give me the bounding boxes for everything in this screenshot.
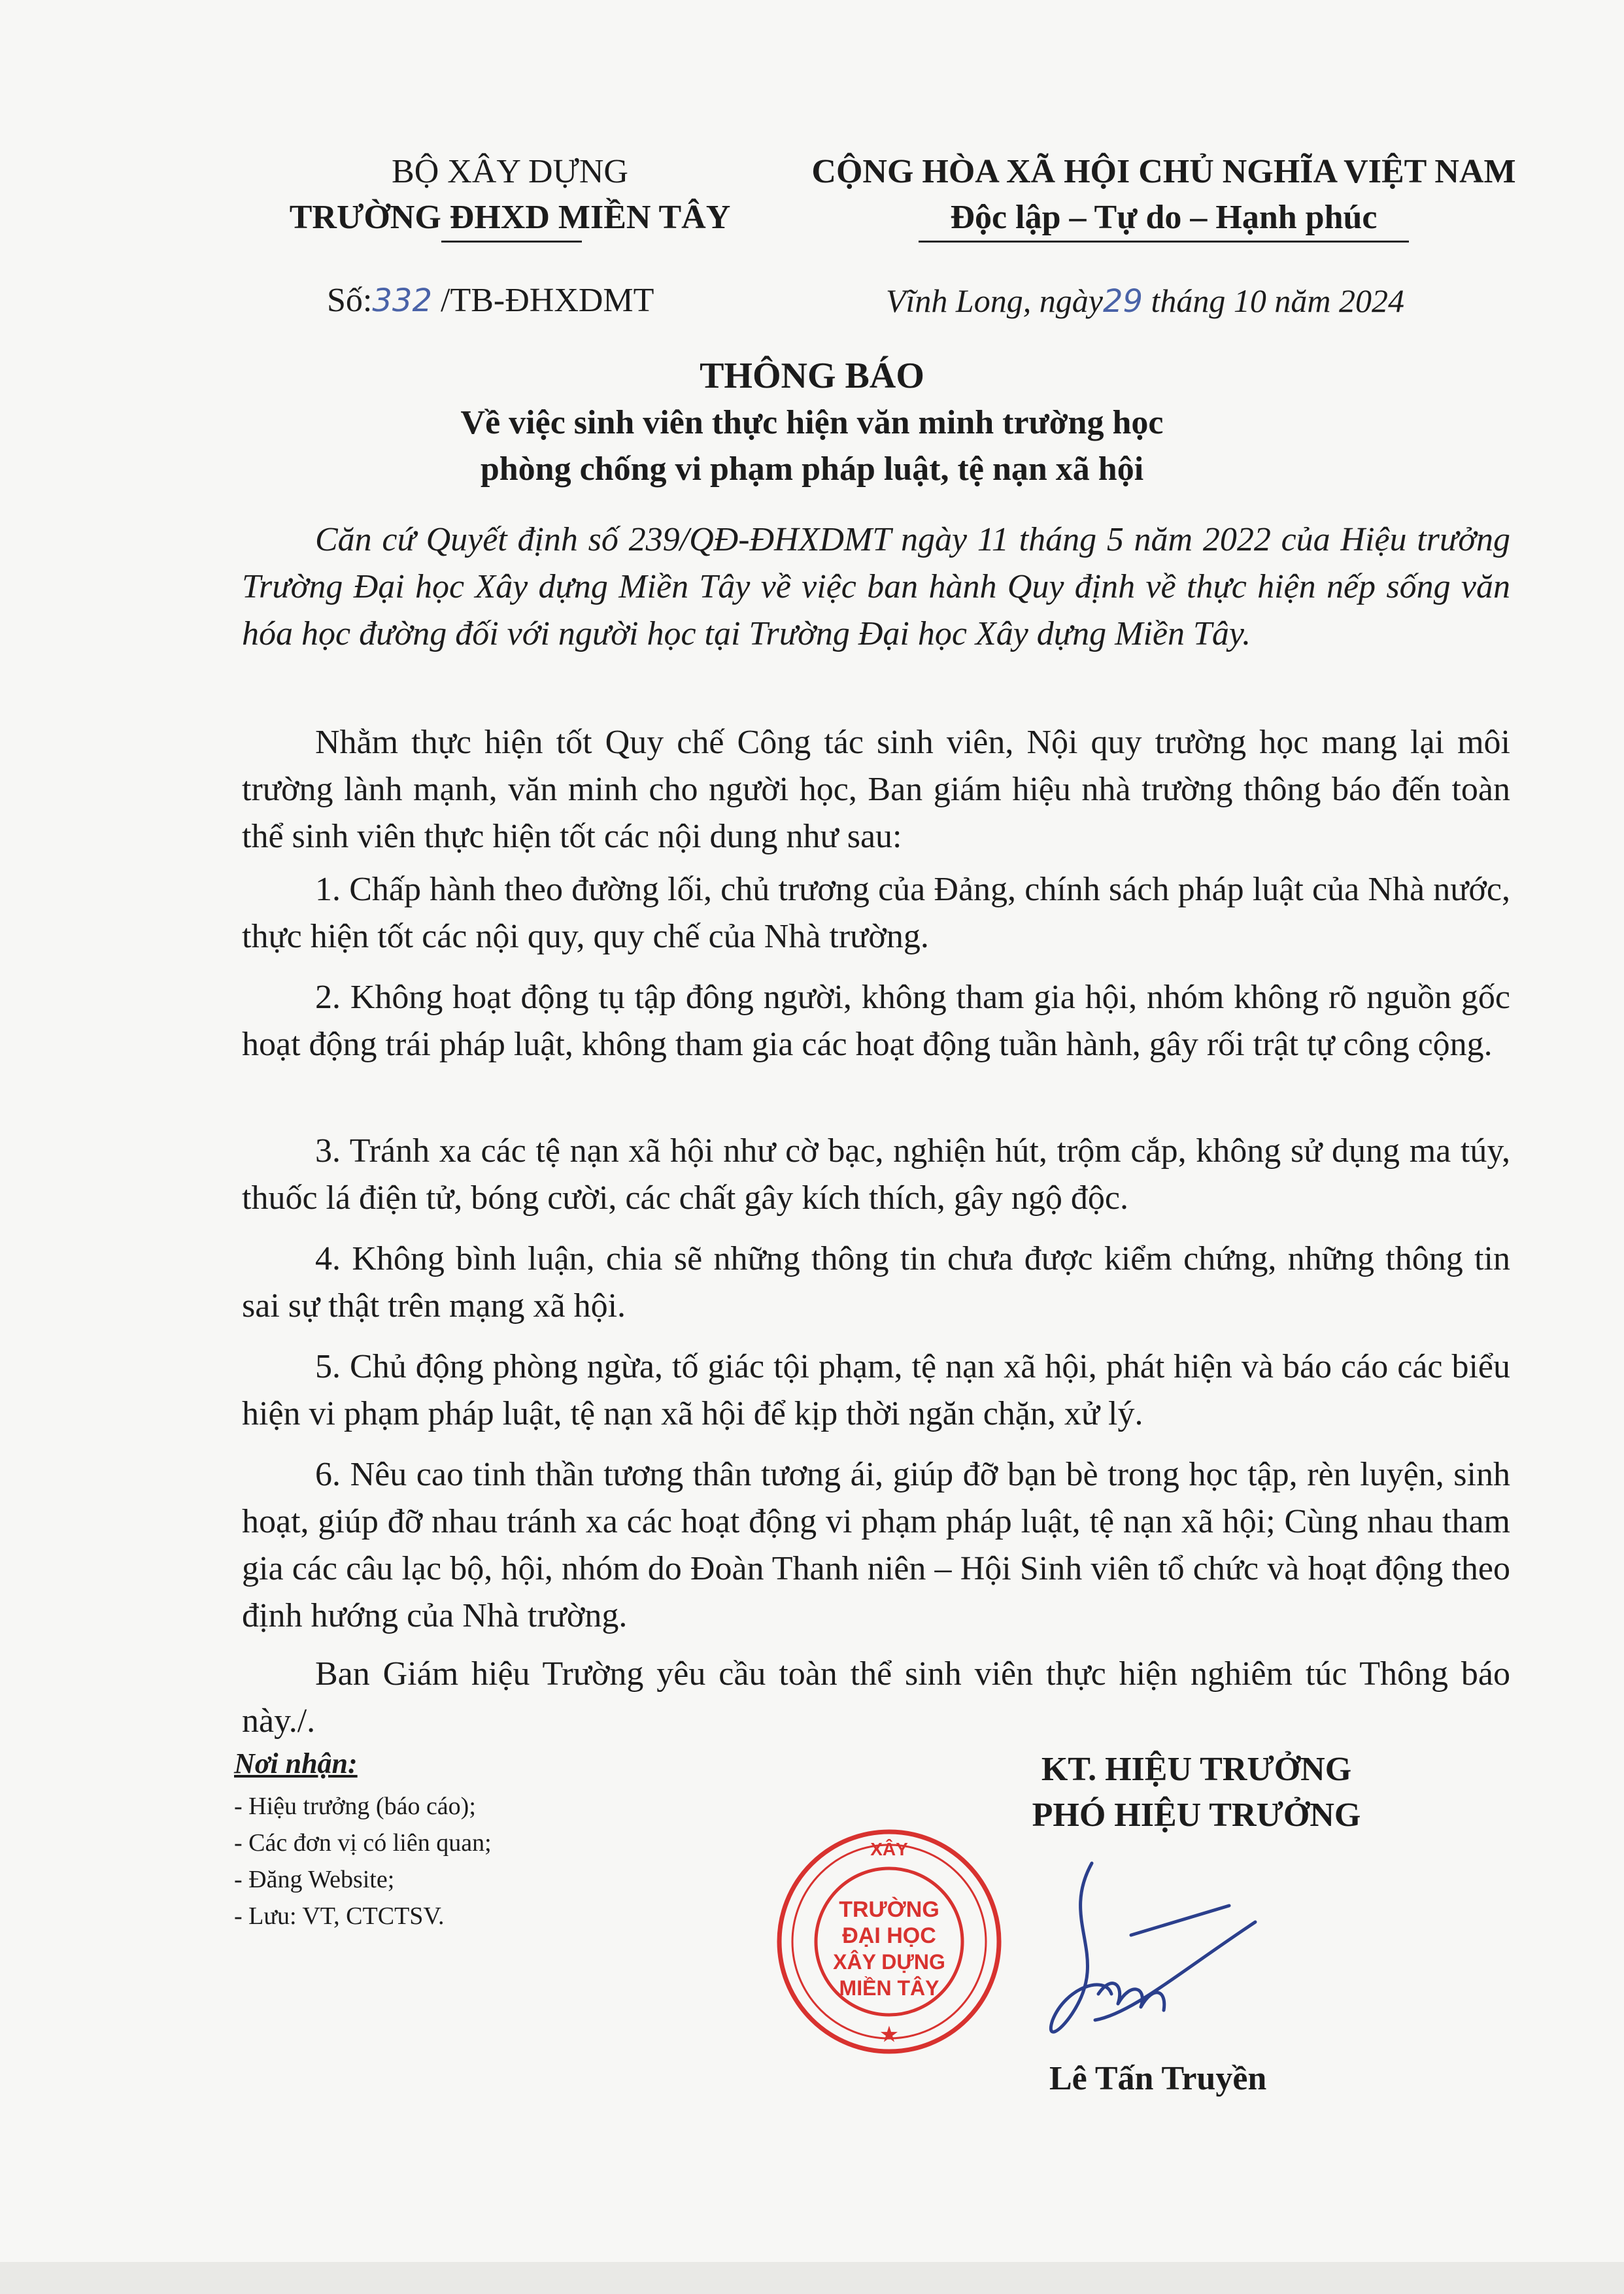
signature-authority: KT. HIỆU TRƯỞNG	[1041, 1751, 1352, 1788]
signer-name: Lê Tấn Truyền	[1049, 2060, 1267, 2097]
stamp-text-top: XÂY	[870, 1839, 908, 1859]
scan-border	[0, 2262, 1624, 2294]
document-title: THÔNG BÁO	[700, 356, 924, 396]
signature-position: PHÓ HIỆU TRƯỞNG	[1032, 1796, 1361, 1834]
number-suffix: /TB-ĐHXDMT	[441, 282, 654, 319]
recipient-item: - Các đơn vị có liên quan;	[234, 1829, 492, 1857]
school-name: TRƯỜNG ĐHXD MIỀN TÂY	[289, 199, 731, 236]
country-name: CỘNG HÒA XÃ HỘI CHỦ NGHĨA VIỆT NAM	[811, 153, 1516, 190]
list-item: 4. Không bình luận, chia sẽ những thông tin chưa được kiểm chứng, những thông tin sai sự thật trên mạng xã hội.	[242, 1240, 1510, 1324]
stamp-line-1: TRƯỜNG	[839, 1897, 939, 1922]
number-handwritten: 332	[372, 282, 432, 319]
document-subject-line-1: Về việc sinh viên thực hiện văn minh trường học	[460, 404, 1164, 441]
recipient-item: - Hiệu trưởng (báo cáo);	[234, 1793, 476, 1820]
purpose-paragraph: Nhằm thực hiện tốt Quy chế Công tác sinh viên, Nội quy trường học mang lại môi trường lành mạnh, văn minh cho người học, Ban giám hiệu nhà trường thông báo đến toàn thể sinh viên thực hiện tốt các nội dung như sau:	[242, 724, 1510, 855]
number-prefix: Số:	[327, 282, 373, 319]
stamp-line-3: XÂY DỰNG	[833, 1950, 945, 1974]
recipient-item: - Lưu: VT, CTCTSV.	[234, 1902, 445, 1930]
recipients-list	[234, 1788, 492, 1934]
stamp-line-4: MIỀN TÂY	[839, 1976, 939, 2000]
signature-block-title	[961, 1747, 1432, 1838]
motto-underline	[919, 241, 1409, 243]
issuer-underline	[441, 241, 582, 243]
official-stamp-seal	[771, 1824, 1007, 2059]
star-icon: ★	[880, 2024, 898, 2046]
national-motto: Độc lập – Tự do – Hạnh phúc	[950, 199, 1378, 236]
national-header	[778, 149, 1549, 241]
list-item: 6. Nêu cao tinh thần tương thân tương ái, giúp đỡ bạn bè trong học tập, rèn luyện, sinh hoạt, giúp đỡ nhau tránh xa các hoạt động vi phạm pháp luật, tệ nạn xã hội; Cùng nhau tham gia các câu lạc bộ, hội, nhóm do Đoàn Thanh niên – Hội Sinh viên tổ chức và hoạt động theo định hướng của Nhà trường.	[242, 1456, 1510, 1634]
list-item: 1. Chấp hành theo đường lối, chủ trương của Đảng, chính sách pháp luật của Nhà nước, thực hiện tốt các nội quy, quy chế của Nhà trường.	[242, 871, 1510, 955]
list-item: 5. Chủ động phòng ngừa, tố giác tội phạm, tệ nạn xã hội, phát hiện và báo cáo các biểu hiện vi phạm pháp luật, tệ nạn xã hội để kịp thời ngăn chặn, xử lý.	[242, 1348, 1510, 1432]
date-suffix: tháng 10 năm 2024	[1151, 282, 1405, 319]
legal-basis-paragraph: Căn cứ Quyết định số 239/QĐ-ĐHXDMT ngày 11 tháng 5 năm 2022 của Hiệu trưởng Trường Đại học Xây dựng Miền Tây về việc ban hành Quy định về thực hiện nếp sống văn hóa học đường đối với người học tại Trường Đại học Xây dựng Miền Tây.	[242, 521, 1510, 652]
document-number	[327, 278, 654, 324]
document-subject-line-2: phòng chống vi phạm pháp luật, tệ nạn xã hội	[480, 450, 1144, 488]
ministry-name: BỘ XÂY DỰNG	[392, 153, 628, 190]
handwritten-signature	[981, 1844, 1308, 2059]
recipients-title: Nơi nhận:	[234, 1747, 358, 1780]
issuer-header	[262, 149, 758, 241]
list-item: 3. Tránh xa các tệ nạn xã hội như cờ bạc, nghiện hút, trộm cắp, không sử dụng ma túy, thuốc lá điện tử, bóng cười, các chất gây kích thích, gây ngộ độc.	[242, 1132, 1510, 1217]
date-day: 29	[1102, 283, 1143, 320]
closing-paragraph: Ban Giám hiệu Trường yêu cầu toàn thể sinh viên thực hiện nghiêm túc Thông báo này./.	[242, 1655, 1510, 1740]
document-date	[886, 278, 1404, 324]
stamp-line-2: ĐẠI HỌC	[842, 1923, 936, 1948]
list-item: 2. Không hoạt động tụ tập đông người, không tham gia hội, nhóm không rõ nguồn gốc hoạt động trái pháp luật, không tham gia các hoạt động tuần hành, gây rối trật tự công cộng.	[242, 979, 1510, 1063]
recipient-item: - Đăng Website;	[234, 1866, 395, 1893]
date-prefix: Vĩnh Long, ngày	[886, 282, 1103, 319]
